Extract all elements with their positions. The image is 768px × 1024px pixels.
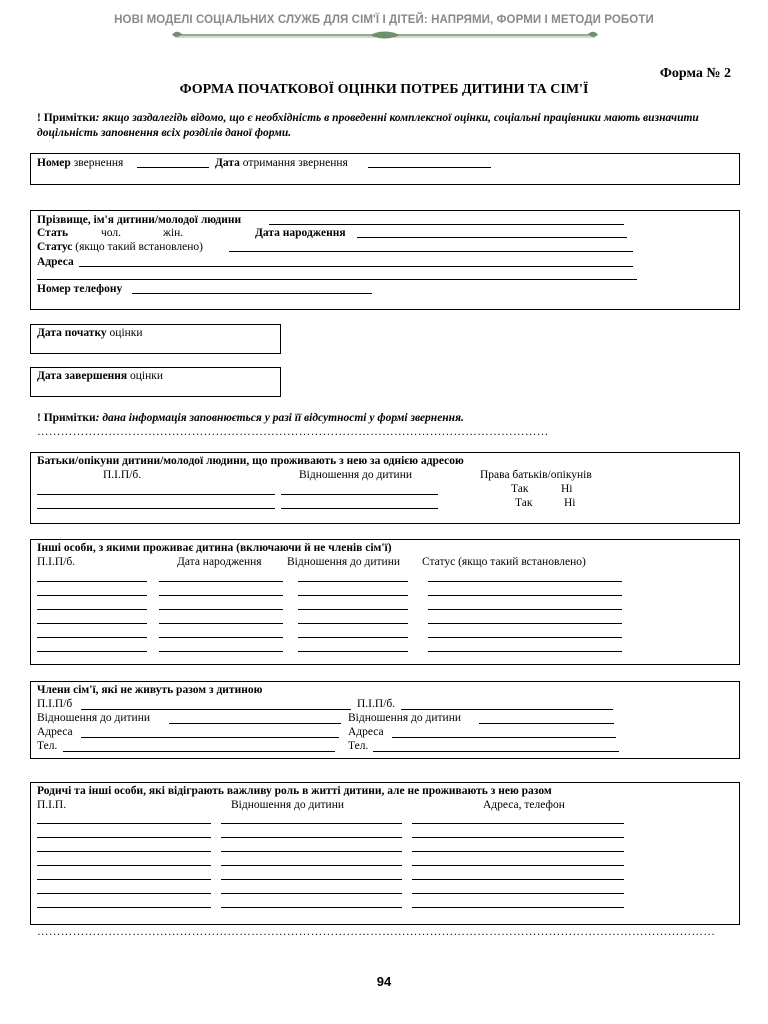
status-field[interactable] xyxy=(229,251,633,252)
phone-field[interactable] xyxy=(132,293,372,294)
address-field-2[interactable] xyxy=(37,279,637,280)
assessment-start-box[interactable] xyxy=(30,324,281,354)
relatives-row-3-relation[interactable] xyxy=(221,851,402,852)
others-row-1-birth[interactable] xyxy=(159,581,283,582)
family-relation-1-field[interactable] xyxy=(169,723,341,724)
family-phone-1-field[interactable] xyxy=(63,751,335,752)
status-label: Статус (якщо такий встановлено) xyxy=(37,241,204,253)
others-row-6-name[interactable] xyxy=(37,651,147,652)
family-box xyxy=(30,681,740,759)
relatives-row-7-name[interactable] xyxy=(37,907,211,908)
child-name-field[interactable] xyxy=(269,224,624,225)
relatives-row-5-name[interactable] xyxy=(37,879,211,880)
others-col-relation: Відношення до дитини xyxy=(287,556,401,568)
note-2-text: : дана інформація заповнюється у разі її відсутності у формі звернення. xyxy=(95,412,464,424)
family-heading: Члени сім'ї, які не живуть разом з дитиною xyxy=(37,684,263,696)
phone-label: Номер телефону xyxy=(37,283,123,295)
relatives-row-2-relation[interactable] xyxy=(221,837,402,838)
request-number-field[interactable] xyxy=(137,167,209,168)
relatives-row-6-address[interactable] xyxy=(412,893,624,894)
parent-2-relation-field[interactable] xyxy=(281,508,438,509)
birth-date-label: Дата народження xyxy=(255,227,346,239)
family-address-2-field[interactable] xyxy=(392,737,616,738)
sex-female[interactable]: жін. xyxy=(163,227,184,239)
relatives-row-2-name[interactable] xyxy=(37,837,211,838)
others-row-4-status[interactable] xyxy=(428,623,622,624)
others-col-name: П.І.П/б. xyxy=(37,556,76,568)
others-heading: Інші особи, з якими проживає дитина (включаючи й не членів сім'ї) xyxy=(37,542,392,554)
family-relation-2-label: Відношення до дитини xyxy=(348,712,462,724)
note-2-label: ! Примітки xyxy=(37,412,96,424)
request-box xyxy=(30,153,740,185)
others-row-5-relation[interactable] xyxy=(298,637,408,638)
others-row-3-status[interactable] xyxy=(428,609,622,610)
relatives-row-7-relation[interactable] xyxy=(221,907,402,908)
child-name-label: Прізвище, ім'я дитини/молодої людини xyxy=(37,214,242,226)
others-row-4-name[interactable] xyxy=(37,623,147,624)
sex-male[interactable]: чол. xyxy=(101,227,121,239)
others-row-2-status[interactable] xyxy=(428,595,622,596)
relatives-col-name: П.І.П. xyxy=(37,799,67,811)
others-row-6-status[interactable] xyxy=(428,651,622,652)
relatives-row-5-relation[interactable] xyxy=(221,879,402,880)
parent-1-name-field[interactable] xyxy=(37,494,275,495)
family-name-1-label: П.І.П/б xyxy=(37,698,73,710)
relatives-row-6-name[interactable] xyxy=(37,893,211,894)
request-number-label: Номер звернення xyxy=(37,157,124,169)
relatives-col-address: Адреса, телефон xyxy=(483,799,565,811)
request-date-field[interactable] xyxy=(368,167,491,168)
others-row-3-relation[interactable] xyxy=(298,609,408,610)
running-header: НОВІ МОДЕЛІ СОЦІАЛЬНИХ СЛУЖБ ДЛЯ СІМ'Ї І ДІТЕЙ: НАПРЯМИ, ФОРМИ І МЕТОДИ РОБОТИ xyxy=(114,14,654,26)
family-name-1-field[interactable] xyxy=(81,709,351,710)
parents-col-name: П.І.П/б. xyxy=(103,469,142,481)
others-row-2-name[interactable] xyxy=(37,595,147,596)
relatives-row-1-address[interactable] xyxy=(412,823,624,824)
others-box xyxy=(30,539,740,665)
address-field[interactable] xyxy=(79,266,633,267)
family-address-1-label: Адреса xyxy=(37,726,73,738)
note-1 xyxy=(37,111,737,141)
family-name-2-field[interactable] xyxy=(401,709,613,710)
parent-1-rights-yes[interactable]: Так xyxy=(511,483,529,495)
parents-box xyxy=(30,452,740,524)
others-row-3-birth[interactable] xyxy=(159,609,283,610)
parent-2-rights-no[interactable]: Ні xyxy=(564,497,576,509)
others-row-5-name[interactable] xyxy=(37,637,147,638)
form-number: Форма № 2 xyxy=(659,66,731,81)
relatives-box xyxy=(30,782,740,925)
others-row-5-status[interactable] xyxy=(428,637,622,638)
parents-heading: Батьки/опікуни дитини/молодої людини, що проживають з нею за однією адресою xyxy=(37,455,464,467)
others-row-1-name[interactable] xyxy=(37,581,147,582)
relatives-row-3-name[interactable] xyxy=(37,851,211,852)
parent-1-rights-no[interactable]: Ні xyxy=(561,483,573,495)
note-1-text: : якщо заздалегідь відомо, що є необхідність в проведенні комплексної оцінки, соціальні працівники мають визначити доцільність заповнення всіх розділів даної форми. xyxy=(37,112,699,139)
assessment-end-label: Дата завершення оцінки xyxy=(37,370,164,382)
parents-col-relation: Відношення до дитини xyxy=(299,469,413,481)
others-row-4-relation[interactable] xyxy=(298,623,408,624)
page-number: 94 xyxy=(376,974,392,989)
parents-col-rights: Права батьків/опікунів xyxy=(480,469,592,481)
family-address-1-field[interactable] xyxy=(81,737,339,738)
others-row-6-birth[interactable] xyxy=(159,651,283,652)
family-phone-2-field[interactable] xyxy=(373,751,619,752)
others-row-5-birth[interactable] xyxy=(159,637,283,638)
others-row-2-birth[interactable] xyxy=(159,595,283,596)
relatives-row-4-relation[interactable] xyxy=(221,865,402,866)
relatives-row-3-address[interactable] xyxy=(412,851,624,852)
relatives-row-6-relation[interactable] xyxy=(221,893,402,894)
relatives-col-relation: Відношення до дитини xyxy=(231,799,345,811)
relatives-row-1-relation[interactable] xyxy=(221,823,402,824)
family-name-2-label: П.І.П/б. xyxy=(357,698,396,710)
note-2 xyxy=(37,411,737,426)
birth-date-field[interactable] xyxy=(357,237,627,238)
relatives-row-1-name[interactable] xyxy=(37,823,211,824)
dotted-line-2: ……………………………………………………………………………………………………………………………………………………… xyxy=(37,926,716,938)
child-info-box xyxy=(30,210,740,310)
others-row-1-relation[interactable] xyxy=(298,581,408,582)
relatives-row-4-name[interactable] xyxy=(37,865,211,866)
family-relation-2-field[interactable] xyxy=(479,723,614,724)
family-phone-1-label: Тел. xyxy=(37,740,58,752)
relatives-row-5-address[interactable] xyxy=(412,879,624,880)
sex-label: Стать xyxy=(37,227,69,239)
parent-1-relation-field[interactable] xyxy=(281,494,438,495)
relatives-row-2-address[interactable] xyxy=(412,837,624,838)
family-relation-1-label: Відношення до дитини xyxy=(37,712,151,724)
parent-2-name-field[interactable] xyxy=(37,508,275,509)
others-row-3-name[interactable] xyxy=(37,609,147,610)
others-row-2-relation[interactable] xyxy=(298,595,408,596)
others-row-6-relation[interactable] xyxy=(298,651,408,652)
others-col-status: Статус (якщо такий встановлено) xyxy=(422,556,586,568)
parent-2-rights-yes[interactable]: Так xyxy=(515,497,533,509)
note-1-label: ! Примітки xyxy=(37,112,96,124)
family-address-2-label: Адреса xyxy=(348,726,384,738)
assessment-end-box[interactable] xyxy=(30,367,281,397)
others-col-birth: Дата народження xyxy=(177,556,262,568)
request-date-label: Дата отримання звернення xyxy=(215,157,348,169)
assessment-start-label: Дата початку оцінки xyxy=(37,327,143,339)
dotted-line-1: ………………………………………………………………………………………………………………… xyxy=(37,426,549,438)
others-row-1-status[interactable] xyxy=(428,581,622,582)
ornament-divider xyxy=(170,28,600,42)
relatives-row-4-address[interactable] xyxy=(412,865,624,866)
family-phone-2-label: Тел. xyxy=(348,740,369,752)
others-row-4-birth[interactable] xyxy=(159,623,283,624)
form-title: ФОРМА ПОЧАТКОВОЇ ОЦІНКИ ПОТРЕБ ДИТИНИ ТА СІМ'Ї xyxy=(179,82,589,97)
address-label: Адреса xyxy=(37,256,74,268)
relatives-heading: Родичі та інші особи, які відіграють важливу роль в житті дитини, але не проживають з нею разом xyxy=(37,785,552,797)
relatives-row-7-address[interactable] xyxy=(412,907,624,908)
